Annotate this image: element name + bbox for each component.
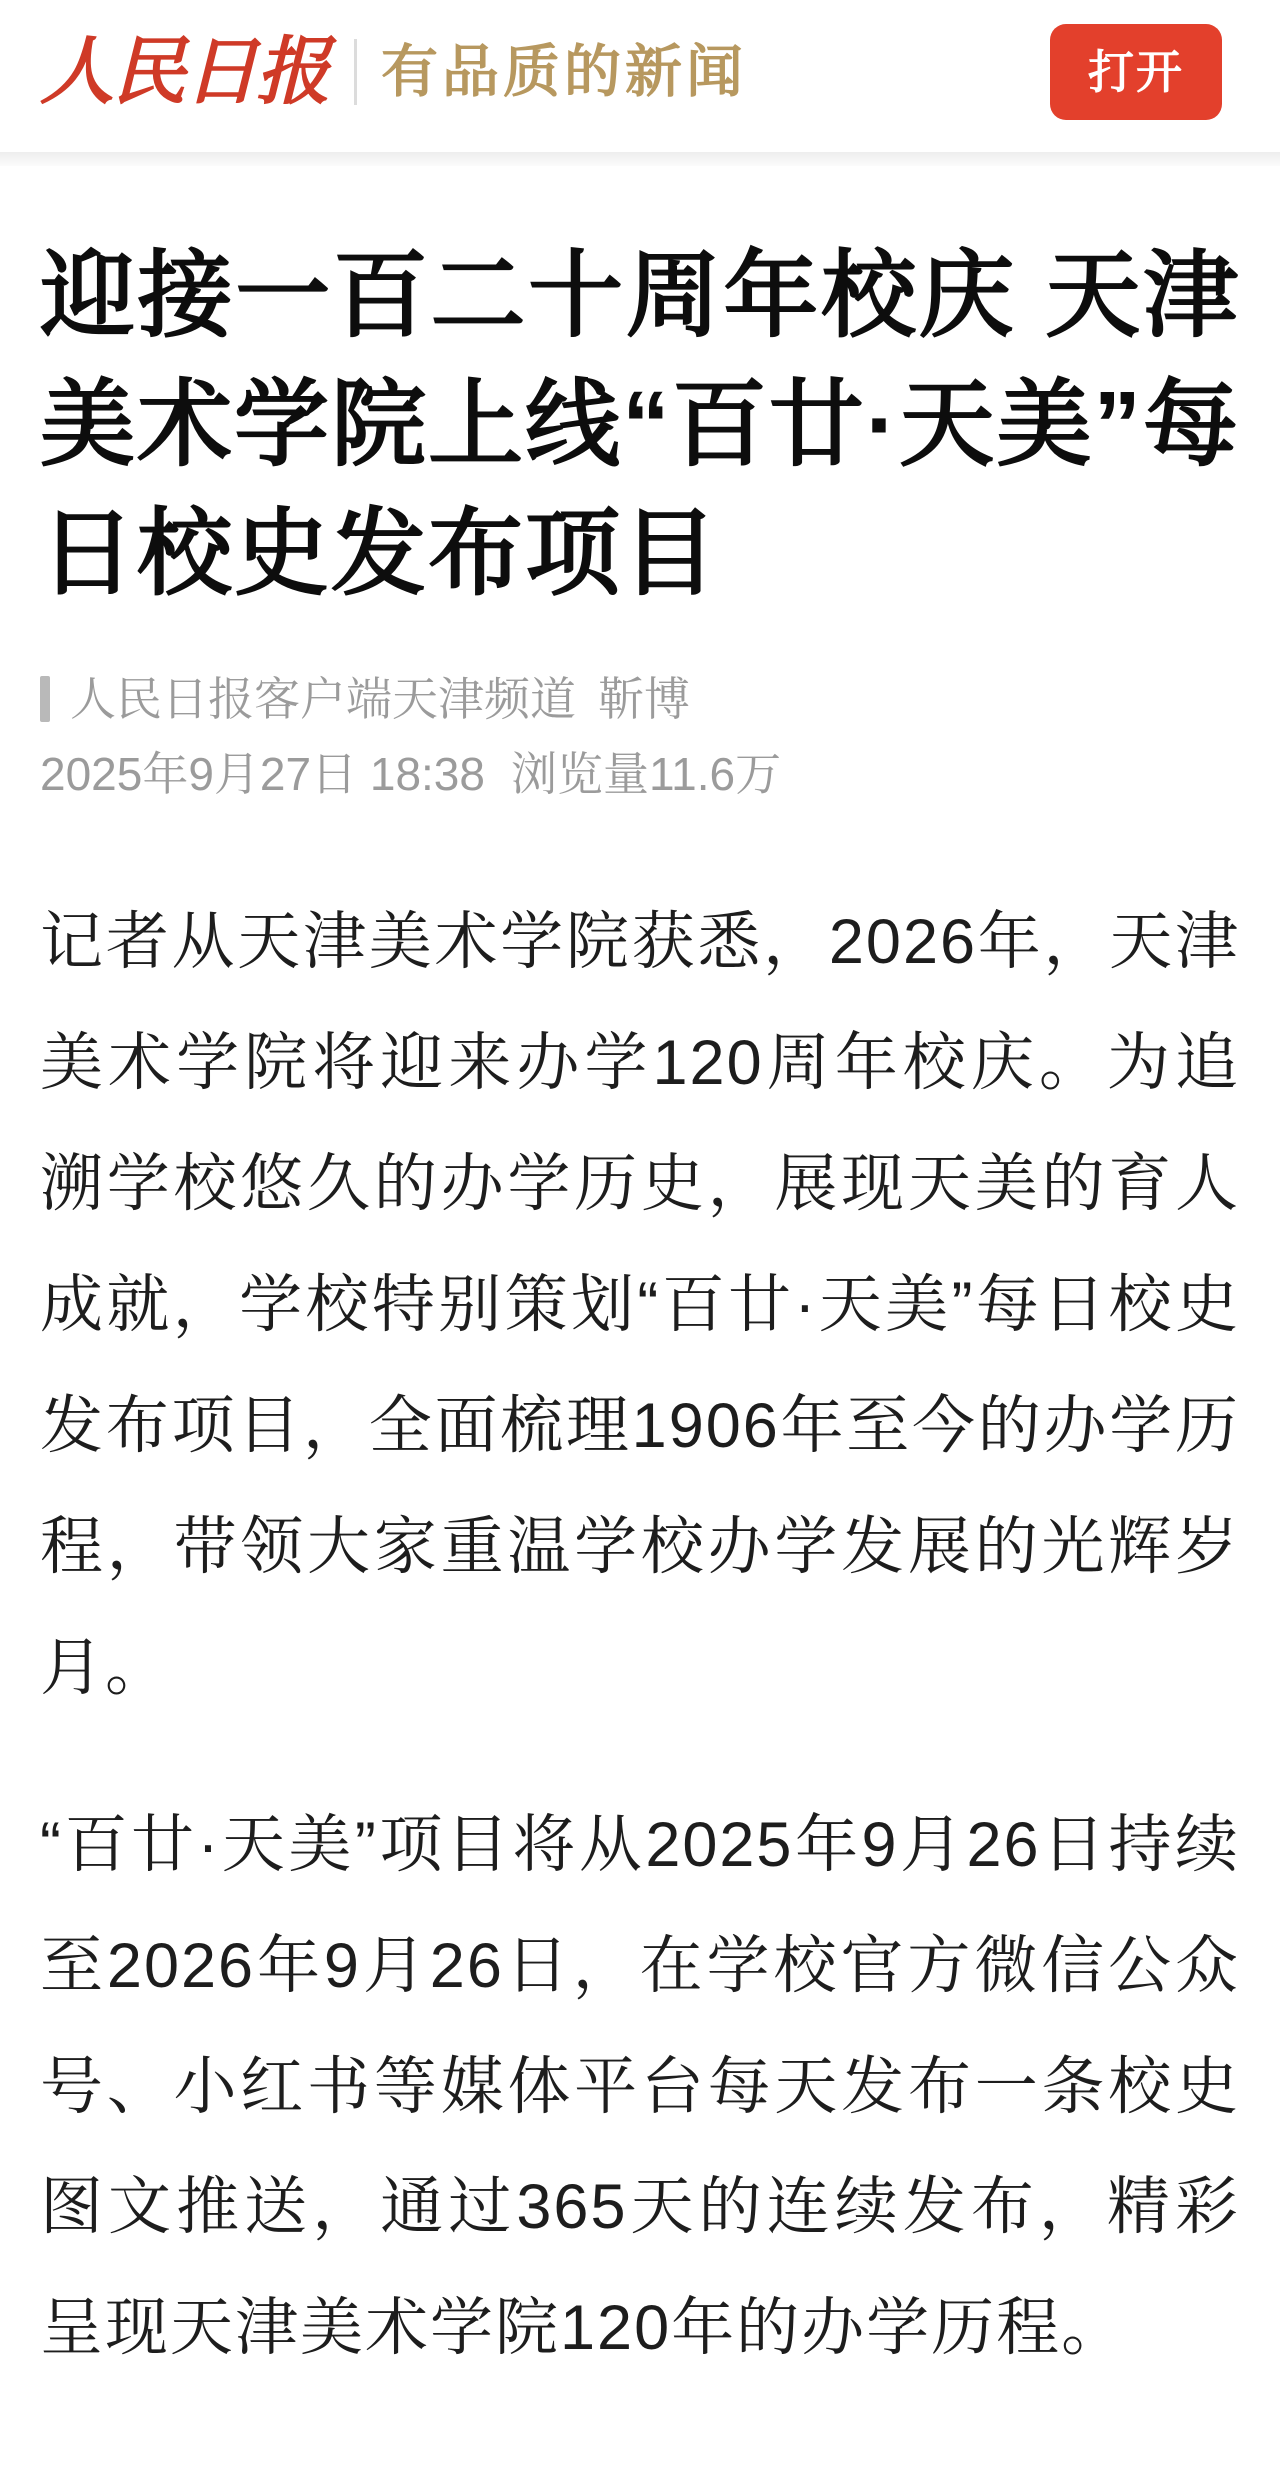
byline-bar-icon [40,676,50,722]
brand-tagline: 有品质的新闻 [381,39,747,104]
open-app-button[interactable]: 打开 [1050,24,1222,120]
brand-group[interactable] [40,29,747,115]
paragraph-1: 记者从天津美术学院获悉，2026年，天津美术学院将迎来办学120周年校庆。为追溯学校悠久的办学历史，展现天美的育人成就，学校特别策划“百廿·天美”每日校史发布项目，全面梳理1906年至今的办学历程，带领大家重温学校办学发展的光辉岁月。 [40,906,1240,1703]
article-body [40,882,1240,2389]
article-author: 靳博 [598,672,690,725]
article-title: 迎接一百二十周年校庆 天津美术学院上线“百廿·天美”每日校史发布项目 [40,243,1240,608]
view-count: 浏览量11.6万 [510,747,782,800]
brand-divider [354,39,357,105]
publish-time: 2025年9月27日 18:38 [40,747,485,800]
article [0,232,1280,2389]
peoples-daily-logo: 人民日报 [40,29,328,115]
paragraph-2: “百廿·天美”项目将从2025年9月26日持续至2026年9月26日，在学校官方微信公众号、小红书等媒体平台每天发布一条校史图文推送，通过365天的连续发布，精彩呈现天津美术学院120年的办学历程。 [40,1809,1240,2364]
article-source: 人民日报客户端天津频道 [70,672,576,725]
header-divider [0,152,1280,166]
app-banner [0,0,1280,152]
dateline [40,747,1240,802]
byline [40,672,1240,727]
